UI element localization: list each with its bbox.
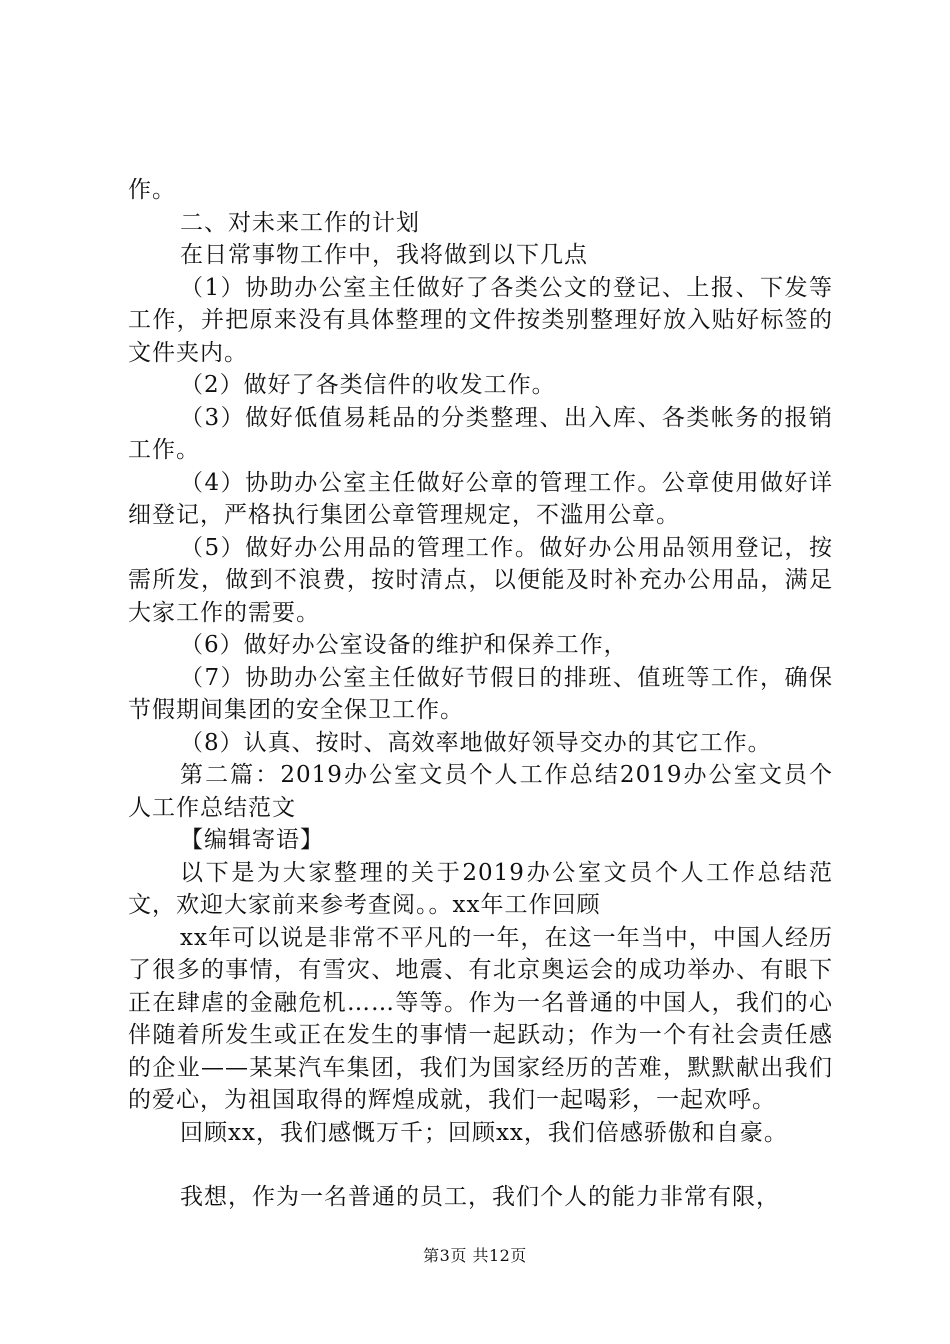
paragraph-review-summary: 回顾xx，我们感慨万千；回顾xx，我们倍感骄傲和自豪。 bbox=[180, 1119, 788, 1146]
paragraph-year-review: xx年可以说是非常不平凡的一年，在这一年当中，中国人经历了很多的事情，有雪灾、地震、有北京奥运会的成功举办、有眼下正在肆虐的金融危机……等等。作为一名普通的中国人，我们的心伴随着所发生或正在发生的事情一起跃动；作为一个有社会责任感的企业——某某汽车集团，我们为国家经历的苦难，默默献出我们的爱心，为祖国取得的辉煌成就，我们一起喝彩，一起欢呼。 bbox=[128, 924, 833, 1113]
list-item-3: （3）做好低值易耗品的分类整理、出入库、各类帐务的报销工作。 bbox=[128, 404, 833, 463]
paragraph-intro: 在日常事物工作中，我将做到以下几点 bbox=[180, 242, 588, 268]
list-item-7: （7）协助办公室主任做好节假日的排班、值班等工作，确保节假期间集团的安全保卫工作。 bbox=[128, 664, 833, 723]
page-number-footer: 第3页 共12页 bbox=[423, 1246, 527, 1265]
list-item-2: （2）做好了各类信件的收发工作。 bbox=[180, 372, 556, 398]
paragraph-closing: 我想，作为一名普通的员工，我们个人的能力非常有限， bbox=[180, 1184, 780, 1210]
list-item-4: （4）协助办公室主任做好公章的管理工作。公章使用做好详细登记，严格执行集团公章管理规定，不滥用公章。 bbox=[128, 469, 833, 528]
list-item-5: （5）做好办公用品的管理工作。做好办公用品领用登记，按需所发，做到不浪费，按时清点，以便能及时补充办公用品，满足大家工作的需要。 bbox=[128, 534, 833, 626]
list-item-8: （8）认真、按时、高效率地做好领导交办的其它工作。 bbox=[180, 729, 772, 756]
section-heading-part-two: 第二篇：2019办公室文员个人工作总结2019办公室文员个人工作总结范文 bbox=[128, 762, 833, 821]
editor-note-heading: 【编辑寄语】 bbox=[180, 827, 324, 853]
section-heading-future-plan: 二、对未来工作的计划 bbox=[180, 209, 420, 236]
list-item-1: （1）协助办公室主任做好了各类公文的登记、上报、下发等工作，并把原来没有具体整理的文件按类别整理好放入贴好标签的文件夹内。 bbox=[128, 274, 833, 366]
paragraph-editor-note: 以下是为大家整理的关于2019办公室文员个人工作总结范文，欢迎大家前来参考查阅。。xx年工作回顾 bbox=[128, 859, 833, 918]
document-body bbox=[128, 174, 833, 1214]
list-item-6: （6）做好办公室设备的维护和保养工作， bbox=[180, 632, 628, 658]
paragraph-continuation: 作。 bbox=[128, 177, 176, 203]
